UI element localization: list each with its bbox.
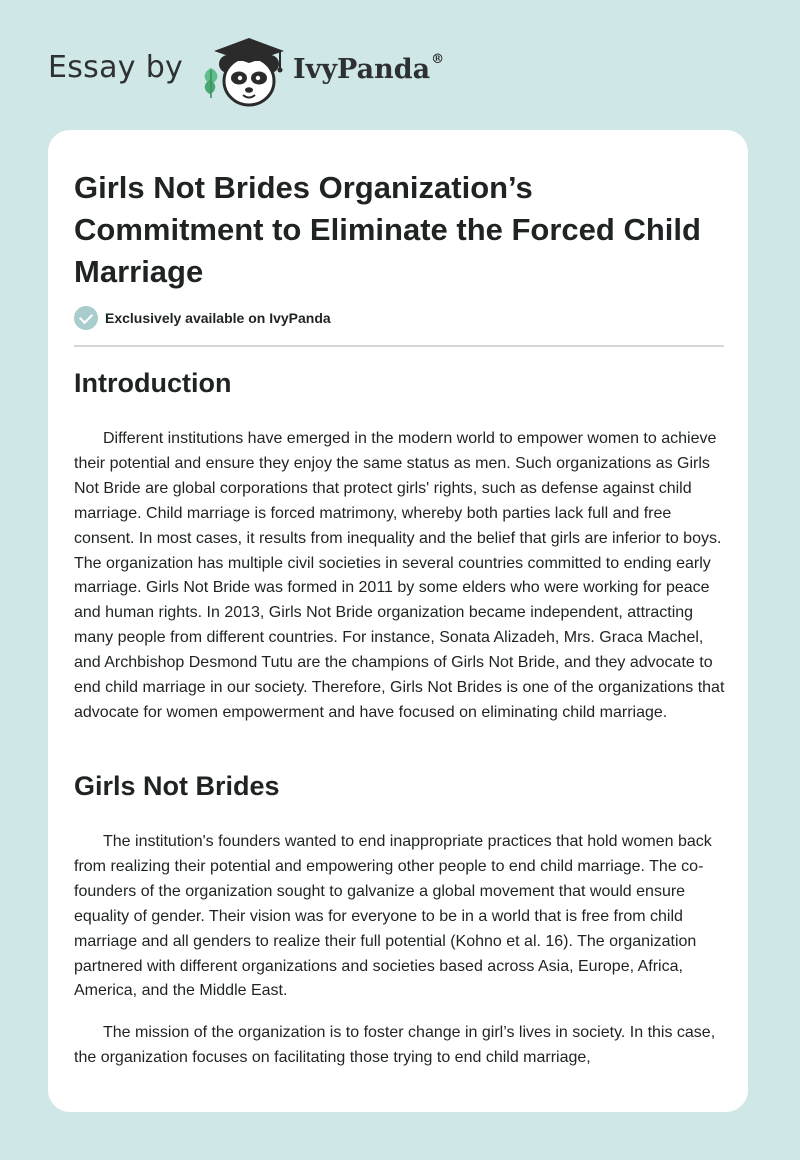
registered-mark: ®: [431, 52, 445, 67]
exclusive-badge: [74, 306, 331, 330]
girls-not-brides-paragraph-1: The institution's founders wanted to end inappropriate practices that hold women back from realizing their potential and empowering other people to end child marriage. The co-founders of the organization sought to galvanize a global movement that would ensure equality of gender. Their vision was for everyone to be in a world that is free from child marriage and all genders to realize their full potential (Kohno et al. 16). The organization partnered with different organizations and societies based across Asia, Europe, Africa, America, and the Middle East.: [74, 833, 712, 1000]
check-circle-icon: [74, 306, 98, 330]
title-divider: [74, 345, 724, 347]
brand-name: [293, 54, 444, 85]
section-heading-girls-not-brides: Girls Not Brides: [74, 771, 280, 801]
exclusive-badge-text: Exclusively available on IvyPanda: [105, 310, 331, 326]
site-header: [0, 0, 800, 130]
brand-text: IvyPanda: [293, 54, 431, 85]
girls-not-brides-paragraph-2: The mission of the organization is to foster change in girl’s lives in society. In this case, the organization focuses on facilitating those trying to end child marriage,: [74, 1024, 716, 1066]
introduction-paragraph: Different institutions have emerged in the modern world to empower women to achieve their potential and ensure they enjoy the same status as men. Such organizations as Girls Not Bride are global corporations that protect girls' rights, such as defense against child marriage. Child marriage is forced matrimony, whereby both parties lack full and free consent. In most cases, it results from inequality and the belief that girls are inferior to boys. The organization has multiple civil societies in several countries committed to ending early marriage. Girls Not Bride was formed in 2011 by some elders who were working for peace and human rights. In 2013, Girls Not Bride organization became independent, attracting many people from different countries. For instance, Sonata Alizadeh, Mrs. Graca Machel, and Archbishop Desmond Tutu are the champions of Girls Not Bride, and they advocate to end child marriage in our society. Therefore, Girls Not Brides is one of the organizations that advocate for women empowerment and have focused on eliminating child marriage.: [74, 430, 725, 721]
ivypanda-logo-icon: [208, 34, 290, 110]
essay-card: [48, 130, 748, 1112]
section-heading-introduction: Introduction: [74, 368, 232, 398]
essay-title: Girls Not Brides Organization’s Commitment to Eliminate the Forced Child Marriage: [74, 170, 701, 289]
essay-by-label: Essay by: [48, 50, 184, 85]
